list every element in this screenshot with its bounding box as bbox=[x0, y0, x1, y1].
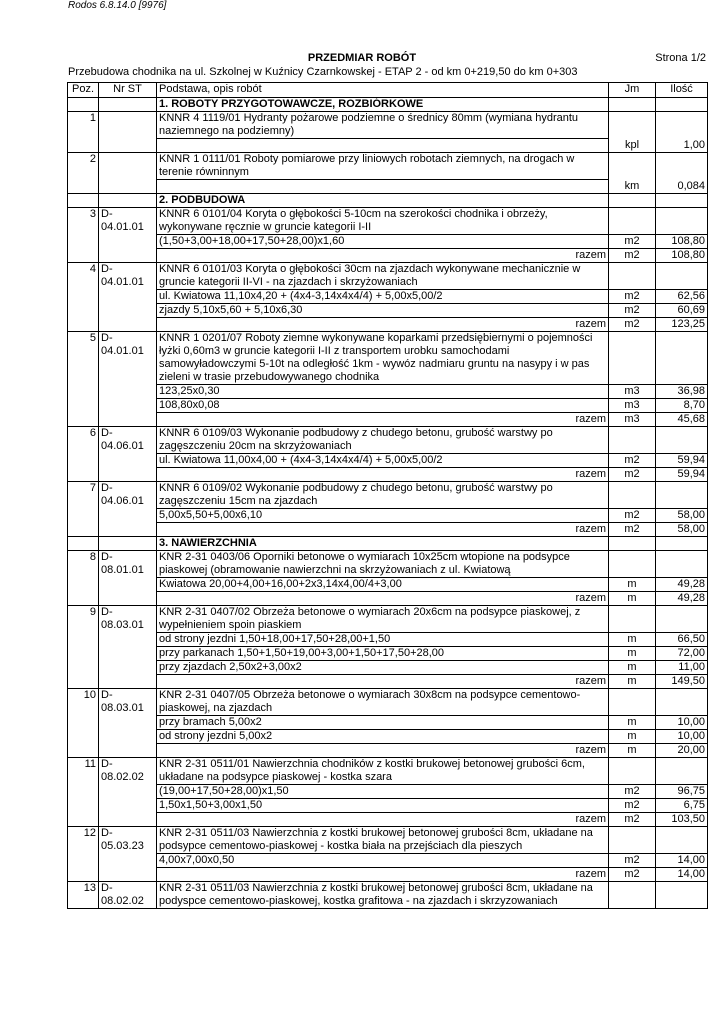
total-unit: m2 bbox=[609, 249, 656, 263]
total-row bbox=[68, 468, 708, 482]
page-number: Strona 1/2 bbox=[655, 52, 706, 64]
total-row bbox=[68, 249, 708, 263]
measurement-quantity: 11,00 bbox=[656, 661, 708, 675]
item-description: KNR 2-31 0407/05 Obrzeża betonowe o wymiarach 30x8cm na podsypce cementowo-piaskowej, na zjazdach bbox=[157, 689, 609, 716]
total-unit: m2 bbox=[609, 318, 656, 332]
measurement-quantity: 49,28 bbox=[656, 578, 708, 592]
table-row bbox=[68, 153, 708, 180]
column-header-desc: Podstawa, opis robót bbox=[157, 83, 609, 98]
total-label: razem bbox=[157, 249, 609, 263]
total-unit: m3 bbox=[609, 413, 656, 427]
total-row bbox=[68, 675, 708, 689]
total-row bbox=[68, 592, 708, 606]
item-st: D-05.03.23 bbox=[99, 827, 157, 882]
column-header-poz: Poz. bbox=[68, 83, 99, 98]
measurement-quantity: 62,56 bbox=[656, 290, 708, 304]
measurement-unit: m2 bbox=[609, 799, 656, 813]
total-label: razem bbox=[157, 744, 609, 758]
item-description: KNNR 6 0101/03 Koryta o głębokości 30cm na zjazdach wykonywane mechanicznie w gruncie kategorii II-VI - na zjazdach i skrzyżowaniach bbox=[157, 263, 609, 290]
table-row bbox=[68, 112, 708, 139]
measurement-quantity: 10,00 bbox=[656, 716, 708, 730]
item-description: KNR 2-31 0511/03 Nawierzchnia z kostki brukowej betonowej grubości 8cm, układane na podsypce cementowo-piaskowej - kostka biała na przejściach dla pieszych bbox=[157, 827, 609, 854]
table-row bbox=[68, 606, 708, 633]
item-position: 3 bbox=[68, 208, 99, 263]
measurement-unit: m bbox=[609, 633, 656, 647]
item-description: KNNR 6 0101/04 Koryta o głębokości 5-10cm na szerokości chodnika i obrzeży, wykonywane ręcznie w gruncie kategorii I-II bbox=[157, 208, 609, 235]
item-position: 5 bbox=[68, 332, 99, 427]
total-quantity: 108,80 bbox=[656, 249, 708, 263]
item-unit: km bbox=[609, 153, 656, 194]
table-row bbox=[68, 427, 708, 454]
item-st bbox=[99, 112, 157, 153]
document-title: PRZEDMIAR ROBÓT bbox=[307, 52, 417, 64]
column-header-st: Nr ST bbox=[99, 83, 157, 98]
measurement-row bbox=[68, 385, 708, 399]
measurement-quantity: 6,75 bbox=[656, 799, 708, 813]
section-title: 1. ROBOTY PRZYGOTOWAWCZE, ROZBIÓRKOWE bbox=[157, 98, 609, 112]
total-row bbox=[68, 813, 708, 827]
measurement-text: od strony jezdni 1,50+18,00+17,50+28,00+1,50 bbox=[157, 633, 609, 647]
item-position: 9 bbox=[68, 606, 99, 689]
total-unit: m bbox=[609, 592, 656, 606]
section-row bbox=[68, 537, 708, 551]
item-st: D-08.02.02 bbox=[99, 882, 157, 909]
measurement-row bbox=[68, 399, 708, 413]
total-label: razem bbox=[157, 468, 609, 482]
total-unit: m2 bbox=[609, 523, 656, 537]
measurement-quantity: 108,80 bbox=[656, 235, 708, 249]
total-quantity: 20,00 bbox=[656, 744, 708, 758]
table-row bbox=[68, 827, 708, 854]
measurement-unit: m bbox=[609, 661, 656, 675]
item-position: 1 bbox=[68, 112, 99, 153]
total-quantity: 59,94 bbox=[656, 468, 708, 482]
measurement-text: przy zjazdach 2,50x2+3,00x2 bbox=[157, 661, 609, 675]
total-label: razem bbox=[157, 675, 609, 689]
item-st: D-04.06.01 bbox=[99, 482, 157, 537]
item-st: D-08.03.01 bbox=[99, 689, 157, 758]
item-description: KNNR 6 0109/02 Wykonanie podbudowy z chudego betonu, grubość warstwy po zagęszczeniu 15cm na zjazdach bbox=[157, 482, 609, 509]
measurement-unit: m2 bbox=[609, 290, 656, 304]
total-quantity: 58,00 bbox=[656, 523, 708, 537]
item-description: KNR 2-31 0511/01 Nawierzchnia chodników z kostki brukowej betonowej grubości 6cm, układane na podsypce piaskowej - kostka szara bbox=[157, 758, 609, 785]
measurement-text: Kwiatowa 20,00+4,00+16,00+2x3,14x4,00/4+3,00 bbox=[157, 578, 609, 592]
measurement-text: (1,50+3,00+18,00+17,50+28,00)x1,60 bbox=[157, 235, 609, 249]
measurement-row bbox=[68, 799, 708, 813]
measurement-text: przy parkanach 1,50+1,50+19,00+3,00+1,50+17,50+28,00 bbox=[157, 647, 609, 661]
table-header-row bbox=[68, 83, 708, 98]
total-label: razem bbox=[157, 413, 609, 427]
total-unit: m2 bbox=[609, 813, 656, 827]
item-description: KNR 2-31 0407/02 Obrzeża betonowe o wymiarach 20x6cm na podsypce piaskowej, z wypełnieniem spoin piaskiem bbox=[157, 606, 609, 633]
total-quantity: 14,00 bbox=[656, 868, 708, 882]
section-row bbox=[68, 194, 708, 208]
table-row bbox=[68, 482, 708, 509]
measurement-text: 4,00x7,00x0,50 bbox=[157, 854, 609, 868]
table-row bbox=[68, 882, 708, 909]
item-position: 12 bbox=[68, 827, 99, 882]
total-quantity: 123,25 bbox=[656, 318, 708, 332]
measurement-text: 108,80x0,08 bbox=[157, 399, 609, 413]
measurement-row bbox=[68, 785, 708, 799]
section-title: 3. NAWIERZCHNIA bbox=[157, 537, 609, 551]
item-position: 4 bbox=[68, 263, 99, 332]
item-quantity: 1,00 bbox=[656, 112, 708, 153]
measurement-quantity: 72,00 bbox=[656, 647, 708, 661]
item-st: D-08.03.01 bbox=[99, 606, 157, 689]
measurement-quantity: 59,94 bbox=[656, 454, 708, 468]
item-st: D-08.01.01 bbox=[99, 551, 157, 606]
measurement-text: 1,50x1,50+3,00x1,50 bbox=[157, 799, 609, 813]
measurement-row bbox=[68, 304, 708, 318]
section-row bbox=[68, 98, 708, 112]
measurement-text: od strony jezdni 5,00x2 bbox=[157, 730, 609, 744]
total-row bbox=[68, 744, 708, 758]
table-row bbox=[68, 332, 708, 385]
measurement-text: ul. Kwiatowa 11,00x4,00 + (4x4-3,14x4x4/4) + 5,00x5,00/2 bbox=[157, 454, 609, 468]
measurement-text: 123,25x0,30 bbox=[157, 385, 609, 399]
measurement-quantity: 58,00 bbox=[656, 509, 708, 523]
measurement-unit: m3 bbox=[609, 399, 656, 413]
measurement-unit: m bbox=[609, 716, 656, 730]
measurement-row bbox=[68, 290, 708, 304]
measurement-unit: m bbox=[609, 730, 656, 744]
total-unit: m bbox=[609, 675, 656, 689]
item-description: KNNR 6 0109/03 Wykonanie podbudowy z chudego betonu, grubość warstwy po zagęszczeniu 20cm na skrzyżowaniach bbox=[157, 427, 609, 454]
measurement-row bbox=[68, 509, 708, 523]
item-position: 2 bbox=[68, 153, 99, 194]
measurement-row bbox=[68, 661, 708, 675]
measurement-unit: m2 bbox=[609, 235, 656, 249]
item-position: 8 bbox=[68, 551, 99, 606]
total-row bbox=[68, 523, 708, 537]
measurement-row bbox=[68, 854, 708, 868]
column-header-qty: Ilość bbox=[656, 83, 708, 98]
total-quantity: 45,68 bbox=[656, 413, 708, 427]
item-description: KNNR 1 0201/07 Roboty ziemne wykonywane koparkami przedsiębiernymi o pojemności łyżki 0,60m3 w gruncie kategorii I-II z transportem urobku samochodami samowyładowczymi 5-10t na odległość 1km - wywóz nadmiaru gruntu na nasypy i w pas zieleni w trasie przebudowywanego chodnika bbox=[157, 332, 609, 385]
software-version: Rodos 6.8.14.0 [9976] bbox=[68, 0, 167, 11]
item-quantity: 0,084 bbox=[656, 153, 708, 194]
measurement-row bbox=[68, 235, 708, 249]
measurement-quantity: 8,70 bbox=[656, 399, 708, 413]
item-st: D-04.01.01 bbox=[99, 208, 157, 263]
item-st: D-04.01.01 bbox=[99, 263, 157, 332]
total-unit: m bbox=[609, 744, 656, 758]
measurement-text: ul. Kwiatowa 11,10x4,20 + (4x4-3,14x4x4/4) + 5,00x5,00/2 bbox=[157, 290, 609, 304]
measurement-unit: m2 bbox=[609, 454, 656, 468]
total-label: razem bbox=[157, 523, 609, 537]
item-st bbox=[99, 153, 157, 194]
item-position: 6 bbox=[68, 427, 99, 482]
measurement-row bbox=[68, 716, 708, 730]
measurement-row bbox=[68, 647, 708, 661]
table-row bbox=[68, 263, 708, 290]
table-row bbox=[68, 551, 708, 578]
item-position: 7 bbox=[68, 482, 99, 537]
total-unit: m2 bbox=[609, 468, 656, 482]
total-quantity: 49,28 bbox=[656, 592, 708, 606]
total-row bbox=[68, 413, 708, 427]
item-description: KNR 2-31 0511/03 Nawierzchnia z kostki brukowej betonowej grubości 8cm, układane na podyspce cementowo-piaskowej, kostka grafitowa - na zjazdach i skrzyzowaniach bbox=[157, 882, 609, 909]
total-label: razem bbox=[157, 318, 609, 332]
measurement-quantity: 60,69 bbox=[656, 304, 708, 318]
measurement-text: (19,00+17,50+28,00)x1,50 bbox=[157, 785, 609, 799]
measurement-text: przy bramach 5,00x2 bbox=[157, 716, 609, 730]
measurement-unit: m2 bbox=[609, 854, 656, 868]
total-label: razem bbox=[157, 813, 609, 827]
item-unit: kpl bbox=[609, 112, 656, 153]
measurement-unit: m2 bbox=[609, 304, 656, 318]
item-description: KNNR 4 1119/01 Hydranty pożarowe podziemne o średnicy 80mm (wymiana hydrantu naziemnego na podziemny) bbox=[157, 112, 609, 139]
measurement-text: 5,00x5,50+5,00x6,10 bbox=[157, 509, 609, 523]
total-row bbox=[68, 868, 708, 882]
project-subtitle: Przebudowa chodnika na ul. Szkolnej w Kuźnicy Czarnkowskej - ETAP 2 - od km 0+219,50 do km 0+303 bbox=[68, 66, 578, 78]
measurement-unit: m bbox=[609, 647, 656, 661]
measurement-unit: m3 bbox=[609, 385, 656, 399]
measurement-quantity: 96,75 bbox=[656, 785, 708, 799]
table-row bbox=[68, 758, 708, 785]
item-position: 13 bbox=[68, 882, 99, 909]
total-label: razem bbox=[157, 592, 609, 606]
item-description: KNR 2-31 0403/06 Oporniki betonowe o wymiarach 10x25cm wtopione na podsypce piaskowej (obramowanie nawierzchni na skrzyżowaniach z ul. Kwiatową bbox=[157, 551, 609, 578]
measurement-quantity: 10,00 bbox=[656, 730, 708, 744]
total-row bbox=[68, 318, 708, 332]
measurement-unit: m bbox=[609, 578, 656, 592]
item-st: D-04.06.01 bbox=[99, 427, 157, 482]
item-st: D-08.02.02 bbox=[99, 758, 157, 827]
item-position: 11 bbox=[68, 758, 99, 827]
measurement-text: zjazdy 5,10x5,60 + 5,10x6,30 bbox=[157, 304, 609, 318]
measurement-row bbox=[68, 454, 708, 468]
measurement-unit: m2 bbox=[609, 509, 656, 523]
item-st: D-04.01.01 bbox=[99, 332, 157, 427]
table-row bbox=[68, 208, 708, 235]
measurement-row bbox=[68, 730, 708, 744]
item-position: 10 bbox=[68, 689, 99, 758]
item-description: KNNR 1 0111/01 Roboty pomiarowe przy liniowych robotach ziemnych, na drogach w terenie równinnym bbox=[157, 153, 609, 180]
measurement-quantity: 14,00 bbox=[656, 854, 708, 868]
total-unit: m2 bbox=[609, 868, 656, 882]
measurement-row bbox=[68, 633, 708, 647]
measurement-unit: m2 bbox=[609, 785, 656, 799]
total-quantity: 149,50 bbox=[656, 675, 708, 689]
total-quantity: 103,50 bbox=[656, 813, 708, 827]
table-row bbox=[68, 689, 708, 716]
column-header-jm: Jm bbox=[609, 83, 656, 98]
measurement-quantity: 66,50 bbox=[656, 633, 708, 647]
total-label: razem bbox=[157, 868, 609, 882]
measurement-quantity: 36,98 bbox=[656, 385, 708, 399]
measurement-row bbox=[68, 578, 708, 592]
estimate-table bbox=[67, 82, 708, 909]
section-title: 2. PODBUDOWA bbox=[157, 194, 609, 208]
